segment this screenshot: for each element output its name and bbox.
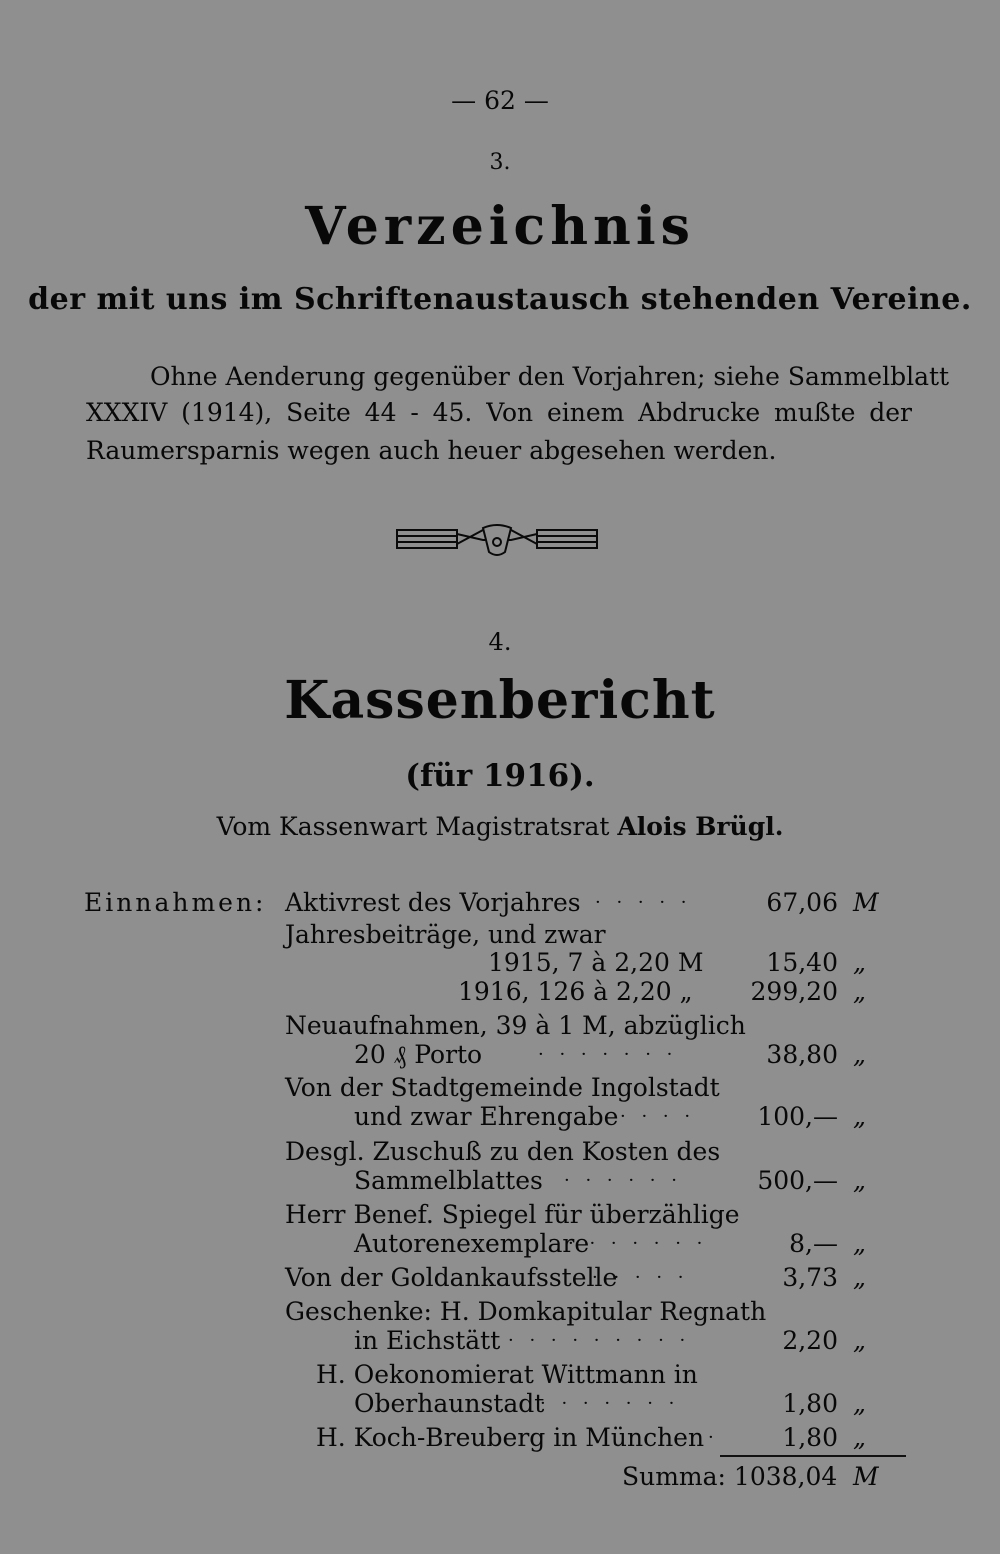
ledger-amount: 2,20 [782, 1326, 838, 1355]
section-subtitle: der mit uns im Schriftenaustausch stehenden Vereine. [28, 282, 972, 317]
ledger-amount: 1,80 [782, 1389, 838, 1418]
paragraph-line: XXXIV (1914), Seite 44 - 45. Von einem Abdrucke mußte der [86, 398, 912, 427]
leader-dots: · · · · · · · [540, 1393, 680, 1414]
ledger-text: Sammelblattes [354, 1166, 543, 1195]
currency-unit: „ [853, 1229, 866, 1258]
ledger-text: Von der Stadtgemeinde Ingolstadt [285, 1073, 720, 1102]
ledger-text: 20 ₰ Porto [354, 1040, 483, 1069]
ledger-row [0, 1073, 1000, 1105]
ledger-amount: 500,— [757, 1166, 838, 1195]
ledger-text: und zwar Ehrengabe [354, 1102, 619, 1131]
leader-dots: · · · · · · · [568, 1233, 708, 1254]
currency-unit: M [853, 888, 879, 917]
author-line [0, 812, 1000, 841]
ledger-row [0, 1166, 1000, 1198]
author-prefix: Vom Kassenwart Magistratsrat [216, 812, 610, 841]
ledger-amount: 100,— [757, 1102, 838, 1131]
ledger-row [0, 1360, 1000, 1392]
ledger-amount: 8,— [789, 1229, 838, 1258]
ledger-text: 1916, 126 à 2,20 „ [458, 977, 693, 1006]
sum-label: Summa: [622, 1462, 726, 1491]
ledger-text: H. Oekonomierat Wittmann in [316, 1360, 698, 1389]
ledger-text: Neuaufnahmen, 39 à 1 M, abzüglich [285, 1011, 746, 1040]
report-year: (für 1916). [405, 758, 595, 794]
ledger-amount: 299,20 [750, 977, 838, 1006]
ledger-row [0, 1040, 1000, 1072]
section-title-kassenbericht: Kassenbericht [284, 670, 716, 731]
ledger-row [0, 1263, 1000, 1295]
sum-line [622, 1462, 837, 1491]
page-number: — 62 — [451, 86, 549, 115]
paragraph-line: Ohne Aenderung gegenüber den Vorjahren; siehe Sammelblatt [150, 362, 950, 391]
ledger-text: Desgl. Zuschuß zu den Kosten des [285, 1137, 721, 1166]
ledger-row [0, 977, 1000, 1009]
leader-dots: · · · · · [592, 1267, 689, 1288]
currency-unit: „ [853, 1423, 866, 1452]
leader-dots: · · · · · [595, 892, 692, 913]
ledger-text: Oberhaunstadt [354, 1389, 545, 1418]
ledger-row [0, 1137, 1000, 1169]
ledger-row [0, 1326, 1000, 1358]
ledger-text: Autorenexemplare [354, 1229, 590, 1258]
section-title-verzeichnis: Verzeichnis [305, 196, 695, 257]
sum-unit: M [853, 1462, 879, 1491]
currency-unit: „ [853, 1166, 866, 1195]
ledger-text: Aktivrest des Vorjahres [285, 888, 581, 917]
section-number-4: 4. [488, 628, 512, 656]
ledger-text: Jahresbeiträge, und zwar [285, 920, 606, 949]
currency-unit: „ [853, 977, 866, 1006]
ledger-text: Geschenke: H. Domkapitular Regnath [285, 1297, 767, 1326]
ledger-text: 1915, 7 à 2,20 M [488, 948, 704, 977]
currency-unit: „ [853, 1040, 866, 1069]
ledger-row [0, 1389, 1000, 1421]
currency-unit: „ [853, 1102, 866, 1131]
leader-dots: · · · · [620, 1106, 696, 1127]
ledger-row [0, 888, 1000, 920]
ledger-amount: 15,40 [766, 948, 838, 977]
ledger-row [0, 1297, 1000, 1329]
ledger-text: Herr Benef. Spiegel für überzählige [285, 1200, 740, 1229]
ledger-row [0, 1200, 1000, 1232]
sum-rule [720, 1455, 906, 1457]
currency-unit: „ [853, 948, 866, 977]
ledger-row [0, 1102, 1000, 1134]
ledger-row [0, 948, 1000, 980]
currency-unit: „ [853, 1263, 866, 1292]
ledger-row [0, 1423, 1000, 1455]
ledger-text: H. Koch-Breuberg in München [316, 1423, 705, 1452]
currency-unit: „ [853, 1326, 866, 1355]
ledger-text: in Eichstätt [354, 1326, 501, 1355]
ledger-amount: 67,06 [766, 888, 838, 917]
sum-amount: 1038,04 [733, 1462, 838, 1491]
leader-dots: · · · · · · · · · [508, 1330, 691, 1351]
paragraph-line: Raumersparnis wegen auch heuer abgesehen werden. [86, 436, 777, 465]
ornament-divider [395, 520, 599, 560]
leader-dots: · · · · · · [564, 1170, 682, 1191]
ledger-row [0, 1011, 1000, 1043]
ledger-row [0, 1229, 1000, 1261]
author-name: Alois Brügl. [617, 812, 784, 841]
ledger-amount: 38,80 [766, 1040, 838, 1069]
leader-dots: · · · · · · · [538, 1044, 678, 1065]
ledger-amount: 3,73 [782, 1263, 838, 1292]
leader-dots: · [708, 1427, 719, 1448]
ledger-amount: 1,80 [782, 1423, 838, 1452]
currency-unit: „ [853, 1389, 866, 1418]
ledger-text: Von der Goldankaufsstelle [285, 1263, 618, 1292]
section-number-3: 3. [489, 150, 511, 175]
income-label: Einnahmen: [84, 888, 267, 917]
